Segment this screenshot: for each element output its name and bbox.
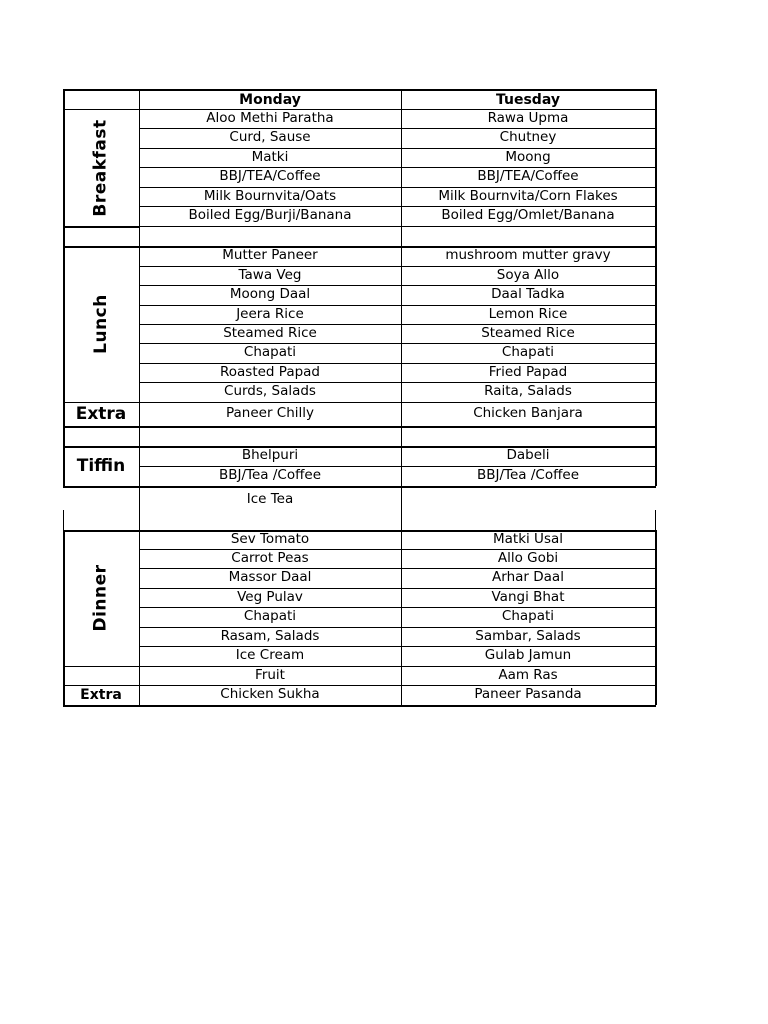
dinner-tuesday-item: Aam Ras <box>498 666 558 683</box>
dinner-monday-item: Ice Cream <box>235 647 305 664</box>
row-border <box>139 226 656 227</box>
tiffin-tuesday-item: Dabeli <box>506 447 550 464</box>
column-border <box>401 530 402 705</box>
breakfast-tuesday-item: Boiled Egg/Omlet/Banana <box>441 207 615 224</box>
dinner-monday-item: Carrot Peas <box>231 549 309 566</box>
column-border <box>139 486 140 530</box>
lunch-monday-item: Steamed Rice <box>223 324 317 341</box>
lunch-monday-item: Moong Daal <box>229 286 311 303</box>
row-border <box>63 426 656 428</box>
column-border <box>139 446 140 486</box>
column-border <box>655 446 657 486</box>
column-border <box>401 446 402 486</box>
column-border <box>63 446 65 486</box>
section-label-dinner: Dinner <box>91 564 111 632</box>
column-border <box>63 426 65 446</box>
lunch-monday-item: Tawa Veg <box>238 266 302 283</box>
column-border <box>63 89 65 226</box>
breakfast-tuesday-item: Moong <box>505 148 551 165</box>
lunch-monday-item: Chapati <box>243 344 297 361</box>
column-border <box>655 89 657 226</box>
row-border <box>139 466 656 467</box>
section-label-lunch: Lunch <box>91 294 111 354</box>
lunch-tuesday-item: Chapati <box>501 344 555 361</box>
tiffin-tuesday-item: BBJ/Tea /Coffee <box>476 467 580 484</box>
dinner-monday-item: Chapati <box>243 608 297 625</box>
column-border <box>63 226 65 246</box>
dinner-monday-item: Veg Pulav <box>237 588 303 605</box>
lunch-extra-tuesday: Chicken Banjara <box>473 405 583 422</box>
column-border <box>655 510 656 530</box>
tiffin-extra-tuesday <box>401 488 655 530</box>
lunch-tuesday-item: mushroom mutter gravy <box>445 247 611 264</box>
column-border <box>401 246 402 426</box>
lunch-tuesday-item: Raita, Salads <box>484 383 572 400</box>
dinner-tuesday-item: Gulab Jamun <box>484 647 572 664</box>
column-border <box>655 530 657 705</box>
lunch-extra-label: Extra <box>75 403 127 424</box>
breakfast-monday-item: Aloo Methi Paratha <box>206 109 334 126</box>
column-border <box>401 89 402 226</box>
lunch-tuesday-item: Fried Papad <box>488 363 568 380</box>
column-border <box>401 426 402 446</box>
dinner-tuesday-item: Arhar Daal <box>492 569 564 586</box>
row-border <box>63 226 139 228</box>
column-border <box>63 246 65 426</box>
lunch-monday-item: Mutter Paneer <box>222 247 318 264</box>
section-label-lunch-wrap <box>63 246 139 402</box>
dinner-extra-label: Extra <box>80 687 122 703</box>
breakfast-tuesday-item: BBJ/TEA/Coffee <box>477 168 579 185</box>
column-border <box>655 226 657 246</box>
column-border <box>401 486 402 530</box>
tiffin-monday-item: Bhelpuri <box>241 447 299 464</box>
column-border <box>655 426 657 446</box>
column-header-monday: Monday <box>239 91 301 108</box>
lunch-tuesday-item: Lemon Rice <box>488 305 568 322</box>
section-label-breakfast-wrap <box>63 109 139 226</box>
column-border <box>139 246 140 426</box>
dinner-tuesday-item: Sambar, Salads <box>475 627 581 644</box>
breakfast-monday-item: Curd, Sause <box>229 129 311 146</box>
breakfast-monday-item: Milk Bournvita/Oats <box>203 187 337 204</box>
column-border <box>139 89 140 226</box>
tiffin-monday-item: BBJ/Tea /Coffee <box>218 467 322 484</box>
dinner-tuesday-item: Matki Usal <box>492 530 563 547</box>
dinner-tuesday-item: Vangi Bhat <box>491 588 565 605</box>
dinner-monday-item: Sev Tomato <box>230 530 310 547</box>
row-border <box>63 705 656 707</box>
column-border <box>139 226 140 246</box>
lunch-tuesday-item: Daal Tadka <box>491 286 565 303</box>
breakfast-monday-item: Matki <box>251 148 289 165</box>
dinner-monday-item: Fruit <box>255 666 285 683</box>
lunch-tuesday-item: Steamed Rice <box>481 324 575 341</box>
section-label-breakfast: Breakfast <box>91 118 112 217</box>
breakfast-tuesday-item: Chutney <box>499 129 557 146</box>
column-border <box>139 426 140 446</box>
breakfast-monday-item: Boiled Egg/Burji/Banana <box>188 207 352 224</box>
column-border <box>655 246 657 426</box>
breakfast-tuesday-item: Rawa Upma <box>487 109 569 126</box>
column-border <box>139 530 140 705</box>
lunch-monday-item: Roasted Papad <box>219 363 321 380</box>
dinner-extra-monday: Chicken Sukha <box>220 686 320 703</box>
section-label-dinner-wrap <box>63 530 139 666</box>
breakfast-monday-item: BBJ/TEA/Coffee <box>219 168 321 185</box>
column-header-tuesday: Tuesday <box>496 91 560 108</box>
lunch-extra-monday: Paneer Chilly <box>225 405 315 422</box>
lunch-monday-item: Curds, Salads <box>224 383 316 400</box>
dinner-tuesday-item: Allo Gobi <box>497 549 559 566</box>
section-label-tiffin: Tiffin <box>76 455 126 476</box>
dinner-tuesday-item: Chapati <box>501 608 555 625</box>
breakfast-tuesday-item: Milk Bournvita/Corn Flakes <box>438 187 618 204</box>
column-border <box>63 530 65 705</box>
column-border <box>63 510 64 530</box>
row-border <box>63 666 139 667</box>
dinner-monday-item: Massor Daal <box>228 569 312 586</box>
lunch-monday-item: Jeera Rice <box>236 305 304 322</box>
dinner-extra-tuesday: Paneer Pasanda <box>474 686 582 703</box>
column-border <box>401 226 402 246</box>
lunch-tuesday-item: Soya Allo <box>496 266 560 283</box>
tiffin-extra-monday: Ice Tea <box>246 491 294 507</box>
dinner-monday-item: Rasam, Salads <box>220 627 320 644</box>
